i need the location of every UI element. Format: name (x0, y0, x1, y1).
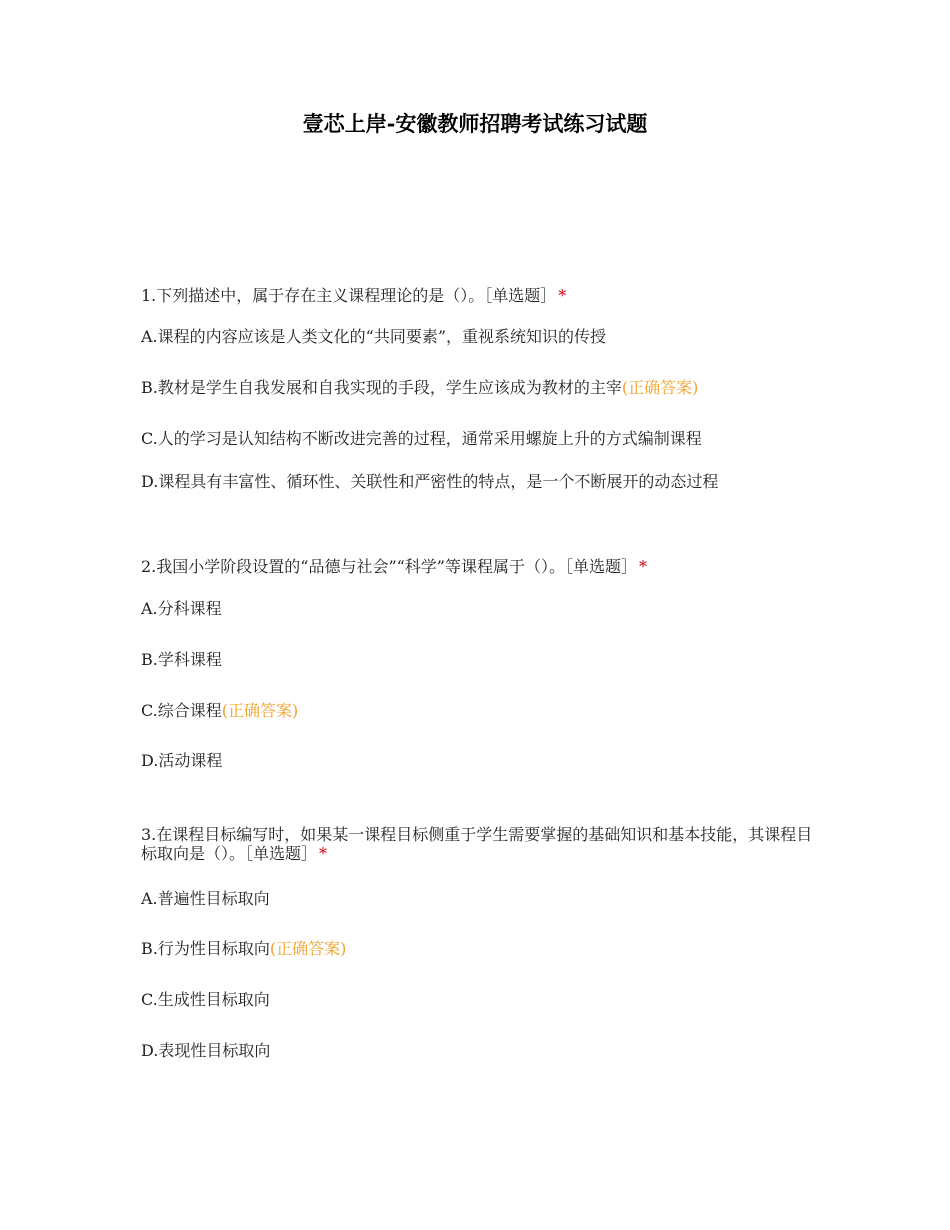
option-label: C.生成性目标取向 (141, 990, 270, 1009)
option-label: D.课程具有丰富性、循环性、关联性和严密性的特点，是一个不断展开的动态过程 (141, 472, 719, 491)
question-2-option-c[interactable] (141, 701, 813, 720)
option-label: C.人的学习是认知结构不断改进完善的过程，通常采用螺旋上升的方式编制课程 (141, 429, 702, 448)
question-3-text: 3.在课程目标编写时，如果某一课程目标侧重于学生需要掌握的基础知识和基本技能，其课程目标取向是（）。［单选题］ (141, 825, 813, 863)
option-label: C.综合课程 (141, 701, 222, 720)
question-1 (141, 286, 813, 305)
question-3-option-a[interactable] (141, 889, 813, 908)
option-label: B.行为性目标取向 (141, 939, 270, 958)
option-label: A.普遍性目标取向 (141, 889, 270, 908)
question-1-text: 1.下列描述中，属于存在主义课程理论的是（）。［单选题］ (141, 286, 557, 305)
question-text (141, 825, 813, 863)
correct-answer-tag: (正确答案) (269, 939, 347, 958)
option-label: B.学科课程 (141, 650, 222, 669)
question-text (141, 557, 813, 576)
question-2-option-b[interactable] (141, 650, 813, 669)
question-1-option-a[interactable] (141, 327, 813, 346)
question-2-option-a[interactable] (141, 599, 813, 618)
option-label: A.课程的内容应该是人类文化的“共同要素”，重视系统知识的传授 (141, 327, 607, 346)
correct-answer-tag: (正确答案) (221, 701, 299, 720)
question-text (141, 286, 813, 305)
question-1-option-b[interactable] (141, 378, 813, 397)
question-2 (141, 557, 813, 576)
question-1-option-c[interactable] (141, 429, 813, 448)
page-title: 壹芯上岸-安徽教师招聘考试练习试题 (302, 111, 648, 136)
question-1-option-d[interactable] (141, 472, 813, 491)
option-label: B.教材是学生自我发展和自我实现的手段，学生应该成为教材的主宰 (141, 378, 622, 397)
required-star-icon: * (558, 286, 567, 305)
question-3 (141, 825, 813, 863)
question-3-option-d[interactable] (141, 1041, 813, 1060)
option-label: D.表现性目标取向 (141, 1041, 271, 1060)
required-star-icon: * (319, 844, 328, 863)
question-3-option-b[interactable] (141, 939, 813, 958)
question-2-text: 2.我国小学阶段设置的“品德与社会”“科学”等课程属于（）。［单选题］ (141, 557, 637, 576)
question-3-option-c[interactable] (141, 990, 813, 1009)
option-label: D.活动课程 (141, 751, 223, 770)
correct-answer-tag: (正确答案) (621, 378, 699, 397)
required-star-icon: * (639, 557, 647, 576)
option-label: A.分科课程 (141, 599, 222, 618)
question-2-option-d[interactable] (141, 751, 813, 770)
